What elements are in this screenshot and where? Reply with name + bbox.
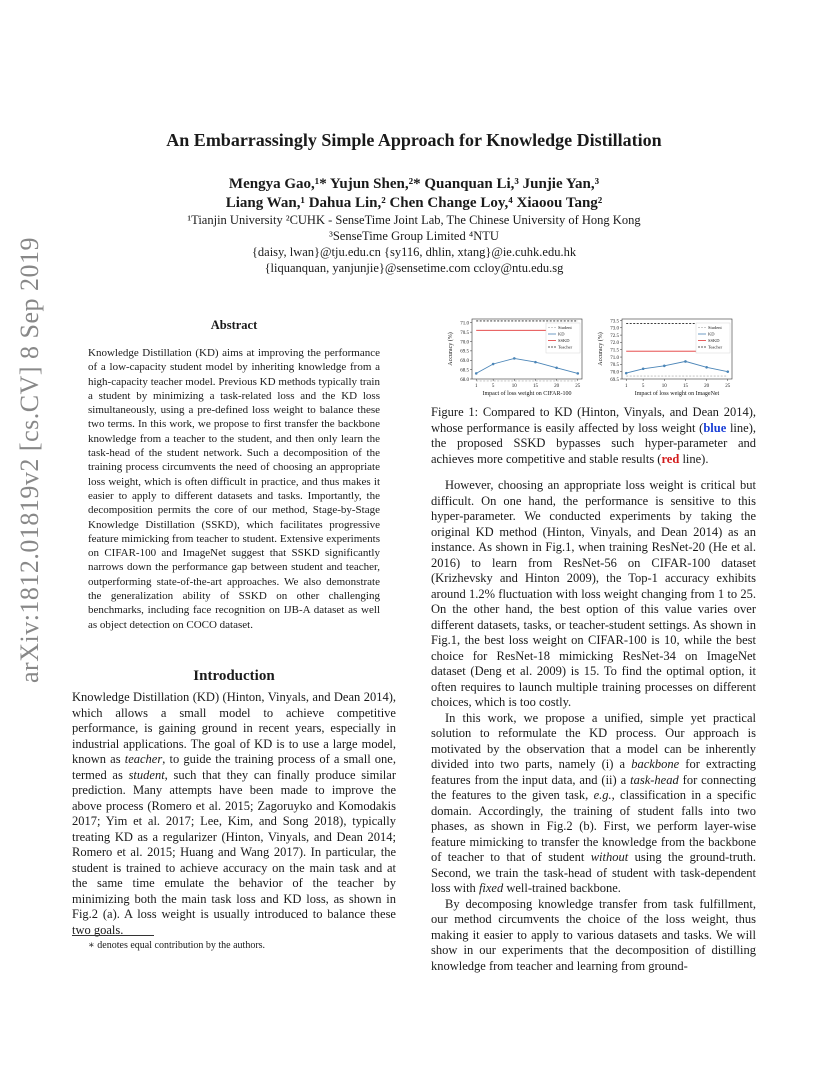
- right-para-3: By decomposing knowledge transfer from task fulfillment, our method circumvents the choice of the loss weight, thus making it easier to apply to various datasets and tasks. We will show in our experiments that the decomposition of distilling knowledge from teacher and learning from ground-: [431, 896, 756, 973]
- y-tick-label: 70.5: [610, 363, 619, 369]
- figure-1-charts: [440, 313, 758, 401]
- legend-label: KD: [558, 331, 565, 337]
- affiliation-line-2: ³SenseTime Group Limited ⁴NTU: [329, 229, 499, 243]
- paper-title: An Embarrassingly Simple Approach for Knowledge Distillation: [166, 130, 662, 150]
- para2-text-b: for extracting features from the input data, and (ii) a: [431, 757, 756, 787]
- x-tick-label: 1: [624, 384, 628, 389]
- legend-label: Teacher: [708, 344, 723, 350]
- x-tick-label: 15: [532, 384, 538, 389]
- para2-text-f: well-trained backbone.: [503, 881, 621, 895]
- intro-term-student: student: [128, 767, 165, 782]
- caption-text-a: Figure 1: Compared to KD (Hinton, Vinyals, and Dean 2014), whose performance is easily affected by loss weight (: [431, 405, 756, 435]
- series-line-kd: [626, 361, 728, 373]
- y-axis-label: Accuracy (%): [448, 332, 454, 366]
- chart-imagenet: [597, 319, 732, 397]
- para2-term-fixed: fixed: [478, 881, 504, 895]
- caption-blue-word: blue: [703, 420, 727, 435]
- intro-text-c: , such that they can finally produce similar prediction. Many attempts have been made to improve the above process (Romero et al. 2015; Zagoruyko and Komodakis 2017; Yim et al. 2017; Lee, Kim, and Song 2018), typically treating KD as a regularizer (Hinton, Vinyals, and Dean 2014; Romero et al. 2015; Huang and Wang 2017). In particular, the student is trained to achieve accuracy on the main task and at the same time emulate the behavior of the teacher by minimizing both the main task loss and KD loss, as shown in Fig.2 (a). A loss weight is usually introduced to balance these two goals.: [72, 767, 396, 937]
- right-column-text: [431, 478, 756, 974]
- chart-cifar100: [447, 319, 582, 397]
- series-point-kd: [663, 365, 666, 368]
- y-tick-label: 68.5: [460, 368, 469, 374]
- y-tick-label: 70.0: [460, 340, 469, 346]
- y-tick-label: 72.5: [610, 333, 619, 339]
- legend-label: SSKD: [558, 338, 570, 343]
- y-tick-label: 71.0: [460, 321, 469, 327]
- caption-text-c: line).: [679, 451, 709, 466]
- y-tick-label: 72.0: [610, 341, 619, 347]
- x-tick-label: 25: [575, 384, 581, 389]
- y-tick-label: 70.0: [610, 370, 619, 376]
- series-point-kd: [642, 367, 645, 370]
- y-tick-label: 71.5: [610, 348, 619, 354]
- legend-label: Student: [708, 325, 722, 330]
- caption-text-b: line), the proposed SSKD bypasses such hyper-parameter and achieves more competitive and stable results (: [431, 420, 756, 466]
- legend-label: Teacher: [558, 344, 573, 350]
- abstract-text: Knowledge Distillation (KD) aims at improving the performance of a low-capacity student model by inheriting knowledge from a high-capacity teacher model. Previous KD methods typically train a student by minimizing a task-related loss and the KD loss simultaneously, using a pre-defined loss weight to balance these two terms. In this work, we propose to first transfer the backbone knowledge from a teacher to the student, and then only learn the task-head of the student network. Such a decomposition of the training process circumvents the need of choosing an appropriate loss weight, which is often difficult in practice, and thus makes it easier to apply to different datasets and tasks. Importantly, the decomposition permits the core of our method, Stage-by-Stage Knowledge Distillation (SSKD), which facilitates progressive feature mimicking from teacher to student. Extensive experiments on CIFAR-100 and ImageNet suggest that SSKD significantly narrows down the performance gap between student and teacher, outperforming state-of-the-art approaches. We also demonstrate the generalization ability of SSKD on other challenging benchmarks, including face recognition on IJB-A dataset as well as object detection on COCO dataset.: [88, 347, 380, 631]
- series-line-kd: [476, 358, 578, 373]
- y-tick-label: 73.0: [610, 326, 619, 332]
- intro-text-a: Knowledge Distillation (KD) (Hinton, Vinyals, and Dean 2014), which allows a small model to achieve competitive performance, is gaining ground in recent years, especially in industrial applications. The goal of KD is to use a large model, known as: [72, 690, 396, 766]
- right-para-1: However, choosing an appropriate loss weight is critical but difficult. On one hand, the performance is sensitive to this hyper-parameter. We conducted experiments by taking the original KD method (Hinton, Vinyals, and Dean 2014) as an instance. As shown in Fig.1, when training ResNet-20 (He et al. 2016) to learn from ResNet-56 on CIFAR-100 dataset (Krizhevsky and Hinton 2009), the Top-1 accuracy exhibits around 1.2% fluctuation with loss weight changing from 1 to 25. On the other hand, the best option of this value varies over different datasets, tasks, or teacher-student settings. As shown in Fig.1, the best loss weight on CIFAR-100 is 10, while the best choice for ResNet-18 mimicking ResNet-34 on ImageNet dataset (Deng et al. 2009) is 15. To find the optimal option, it often requires to launch multiple training processes on different choices, which is too costly.: [431, 478, 756, 709]
- y-tick-label: 68.0: [460, 377, 469, 383]
- email-line-1: {daisy, lwan}@tju.edu.cn {sy116, dhlin, xtang}@ie.cuhk.edu.hk: [251, 245, 577, 259]
- y-tick-label: 69.5: [460, 349, 469, 355]
- y-axis-label: Accuracy (%): [598, 332, 604, 366]
- intro-text-b: , to guide the training process of a small one, termed as: [72, 752, 396, 782]
- series-point-kd: [555, 366, 558, 369]
- legend-label: KD: [708, 331, 715, 337]
- caption-red-word: red: [661, 451, 680, 466]
- legend-label: Student: [558, 325, 572, 330]
- footnote-rule: [72, 935, 154, 936]
- email-line-2: {liquanquan, yanjunjie}@sensetime.com ccloy@ntu.edu.sg: [264, 261, 564, 275]
- series-point-kd: [576, 372, 579, 375]
- para2-term-without: without: [590, 850, 629, 864]
- arxiv-stamp: arXiv:1812.01819v2 [cs.CV] 8 Sep 2019: [15, 236, 44, 683]
- x-tick-label: 10: [661, 384, 667, 389]
- abstract-heading: Abstract: [210, 318, 258, 332]
- series-point-kd: [513, 357, 516, 360]
- legend-label: SSKD: [708, 338, 720, 343]
- right-para-2: [431, 711, 756, 897]
- series-point-kd: [705, 366, 708, 369]
- series-point-kd: [684, 360, 687, 363]
- x-axis-label: Impact of loss weight on CIFAR-100: [482, 391, 572, 397]
- figure-1-caption: [431, 405, 756, 467]
- series-point-kd: [534, 361, 537, 364]
- y-tick-label: 70.5: [460, 330, 469, 336]
- series-point-kd: [475, 372, 478, 375]
- x-tick-label: 5: [641, 384, 645, 389]
- introduction-heading: Introduction: [193, 668, 275, 684]
- x-tick-label: 20: [704, 384, 710, 389]
- para2-term-taskhead: task-head: [630, 772, 679, 787]
- series-point-kd: [492, 363, 495, 366]
- y-tick-label: 69.5: [610, 377, 619, 383]
- x-tick-label: 1: [474, 384, 478, 389]
- para2-text-a: In this work, we propose a unified, simple yet practical solution to reformulate the KD process. Our approach is motivated by the observation that a model can be inherently divided into two parts, namely (i) a: [431, 710, 756, 771]
- x-tick-label: 20: [554, 384, 560, 389]
- series-point-kd: [726, 370, 729, 373]
- para2-text-d: , classification in a specific domain. Accordingly, the training of student falls into two phases, as shown in Fig.2 (b). First, we perform layer-wise feature mimicking to transfer the knowledge from the backbone of teacher to that of student: [431, 788, 756, 864]
- para2-term-eg: e.g.: [593, 788, 612, 802]
- x-tick-label: 15: [682, 384, 688, 389]
- authors-line-2: Liang Wan,¹ Dahua Lin,² Chen Change Loy,⁴ Xiaoou Tang²: [225, 195, 603, 211]
- footnote: ∗ denotes equal contribution by the authors.: [88, 940, 266, 951]
- para2-term-backbone: backbone: [631, 757, 680, 771]
- affiliation-line-1: ¹Tianjin University ²CUHK - SenseTime Joint Lab, The Chinese University of Hong Kong: [187, 213, 641, 227]
- x-tick-label: 10: [511, 384, 517, 389]
- intro-term-teacher: teacher: [124, 752, 163, 766]
- para2-text-e: using the ground-truth. Second, we train the task-head of student with task-dependent loss with: [431, 850, 756, 895]
- y-tick-label: 71.0: [610, 355, 619, 361]
- x-axis-label: Impact of loss weight on ImageNet: [634, 391, 720, 397]
- x-tick-label: 25: [725, 384, 731, 389]
- series-point-kd: [625, 372, 628, 375]
- y-tick-label: 73.5: [610, 319, 619, 325]
- y-tick-label: 69.0: [460, 359, 469, 365]
- para2-text-c: for connecting the features to the given task,: [431, 772, 756, 802]
- x-tick-label: 5: [491, 384, 495, 389]
- authors-line-1: Mengya Gao,¹* Yujun Shen,²* Quanquan Li,³ Junjie Yan,³: [228, 176, 600, 192]
- introduction-text: [72, 690, 396, 938]
